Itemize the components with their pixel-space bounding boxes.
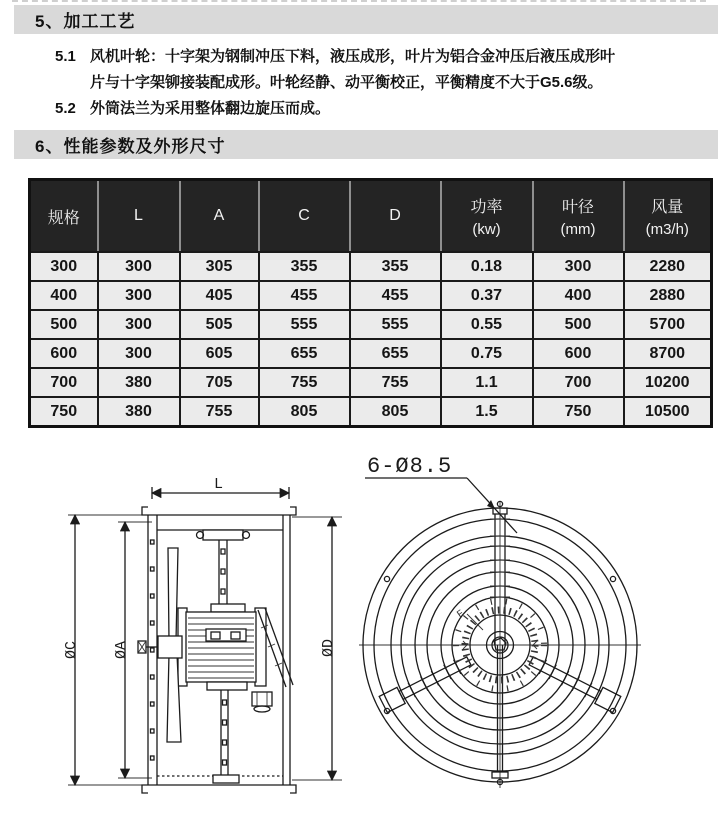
table-cell: 455 [259, 281, 350, 310]
table-cell: 805 [259, 397, 350, 427]
table-cell: 0.18 [441, 252, 533, 281]
table-header-cell: 功率 (kw) [441, 180, 533, 253]
table-cell: 10500 [624, 397, 712, 427]
table-cell: 300 [98, 281, 180, 310]
table-cell: 755 [180, 397, 259, 427]
table-cell: 5700 [624, 310, 712, 339]
table-cell: 0.37 [441, 281, 533, 310]
dim-label-phi-d: ØD [320, 638, 337, 658]
table-cell: 305 [180, 252, 259, 281]
table-cell: 300 [533, 252, 624, 281]
motor [178, 604, 266, 690]
impeller-blade-section [138, 548, 182, 742]
table-cell: 500 [533, 310, 624, 339]
table-cell: 300 [98, 310, 180, 339]
process-item-number: 5.2 [55, 100, 76, 117]
process-item [0, 44, 710, 96]
process-item-number: 5.1 [55, 48, 76, 65]
table-cell: 8700 [624, 339, 712, 368]
table-cell: 0.75 [441, 339, 533, 368]
process-item [0, 96, 710, 122]
table-cell: 300 [98, 339, 180, 368]
table-row [30, 368, 712, 397]
table-cell: 750 [30, 397, 98, 427]
table-header-cell: 规格 [30, 180, 98, 253]
process-item-line: 外筒法兰为采用整体翻边旋压而成。 [90, 100, 331, 117]
section-6-header [14, 130, 718, 159]
table-cell: 655 [350, 339, 441, 368]
table-cell: 0.55 [441, 310, 533, 339]
table-row [30, 397, 712, 427]
table-cell: 655 [259, 339, 350, 368]
hole-callout-label: 6-Ø8.5 [367, 454, 453, 479]
table-header-cell: 叶径 (mm) [533, 180, 624, 253]
section-5-body [0, 44, 710, 122]
dim-label-phi-c: ØC [63, 640, 80, 660]
table-cell: 755 [259, 368, 350, 397]
table-header-row [30, 180, 712, 253]
section-6-title: 6、性能参数及外形尺寸 [35, 137, 226, 156]
guard-diagonal-spoke-right [527, 653, 621, 713]
table-header-cell: 风量 (m3/h) [624, 180, 712, 253]
page-top-crop-marks [12, 0, 706, 2]
section-5-header [14, 5, 718, 34]
motor-upper-strut [197, 530, 250, 608]
table-cell: 300 [98, 252, 180, 281]
table-header-cell: A [180, 180, 259, 253]
table-row [30, 252, 712, 281]
table-cell: 600 [533, 339, 624, 368]
table-cell: 700 [30, 368, 98, 397]
table-header-cell: D [350, 180, 441, 253]
table-row [30, 339, 712, 368]
table-cell: 1.5 [441, 397, 533, 427]
table-cell: 555 [259, 310, 350, 339]
motor-lower-strut [213, 690, 239, 783]
table-cell: 10200 [624, 368, 712, 397]
table-cell: 300 [30, 252, 98, 281]
table-cell: 555 [350, 310, 441, 339]
process-item-text [90, 44, 615, 96]
table-cell: 600 [30, 339, 98, 368]
section-5-title: 5、加工工艺 [35, 12, 136, 31]
table-cell: 355 [350, 252, 441, 281]
dim-label-l: L [214, 476, 224, 493]
table-cell: 750 [533, 397, 624, 427]
table-header-cell: C [259, 180, 350, 253]
table-cell: 2280 [624, 252, 712, 281]
table-cell: 605 [180, 339, 259, 368]
table-cell: 505 [180, 310, 259, 339]
rotation-flag-label: F [455, 608, 467, 622]
table-cell: 355 [259, 252, 350, 281]
table-cell: 405 [180, 281, 259, 310]
table-cell: 1.1 [441, 368, 533, 397]
table-cell: 400 [30, 281, 98, 310]
table-row [30, 281, 712, 310]
guard-diagonal-spoke-left [379, 653, 473, 713]
process-item-line: 风机叶轮：十字架为钢制冲压下料，液压成形，叶片为铝合金冲压后液压成形叶 [90, 48, 616, 65]
fan-front-view-drawing [355, 440, 718, 814]
fan-side-view-drawing [30, 445, 370, 805]
table-cell: 755 [350, 368, 441, 397]
table-cell: 705 [180, 368, 259, 397]
dim-label-phi-a: ØA [113, 640, 130, 660]
table-header-cell: L [98, 180, 180, 253]
table-cell: 500 [30, 310, 98, 339]
table-cell: 2880 [624, 281, 712, 310]
table-cell: 400 [533, 281, 624, 310]
process-item-line: 片与十字架铆接装配成形。叶轮经静、动平衡校正，平衡精度不大于G5.6级。 [90, 74, 603, 91]
table-cell: 700 [533, 368, 624, 397]
table-cell: 455 [350, 281, 441, 310]
table-row [30, 310, 712, 339]
table-cell: 380 [98, 397, 180, 427]
table-cell: 805 [350, 397, 441, 427]
process-item-text [90, 96, 330, 122]
spec-table [28, 178, 713, 428]
table-cell: 380 [98, 368, 180, 397]
